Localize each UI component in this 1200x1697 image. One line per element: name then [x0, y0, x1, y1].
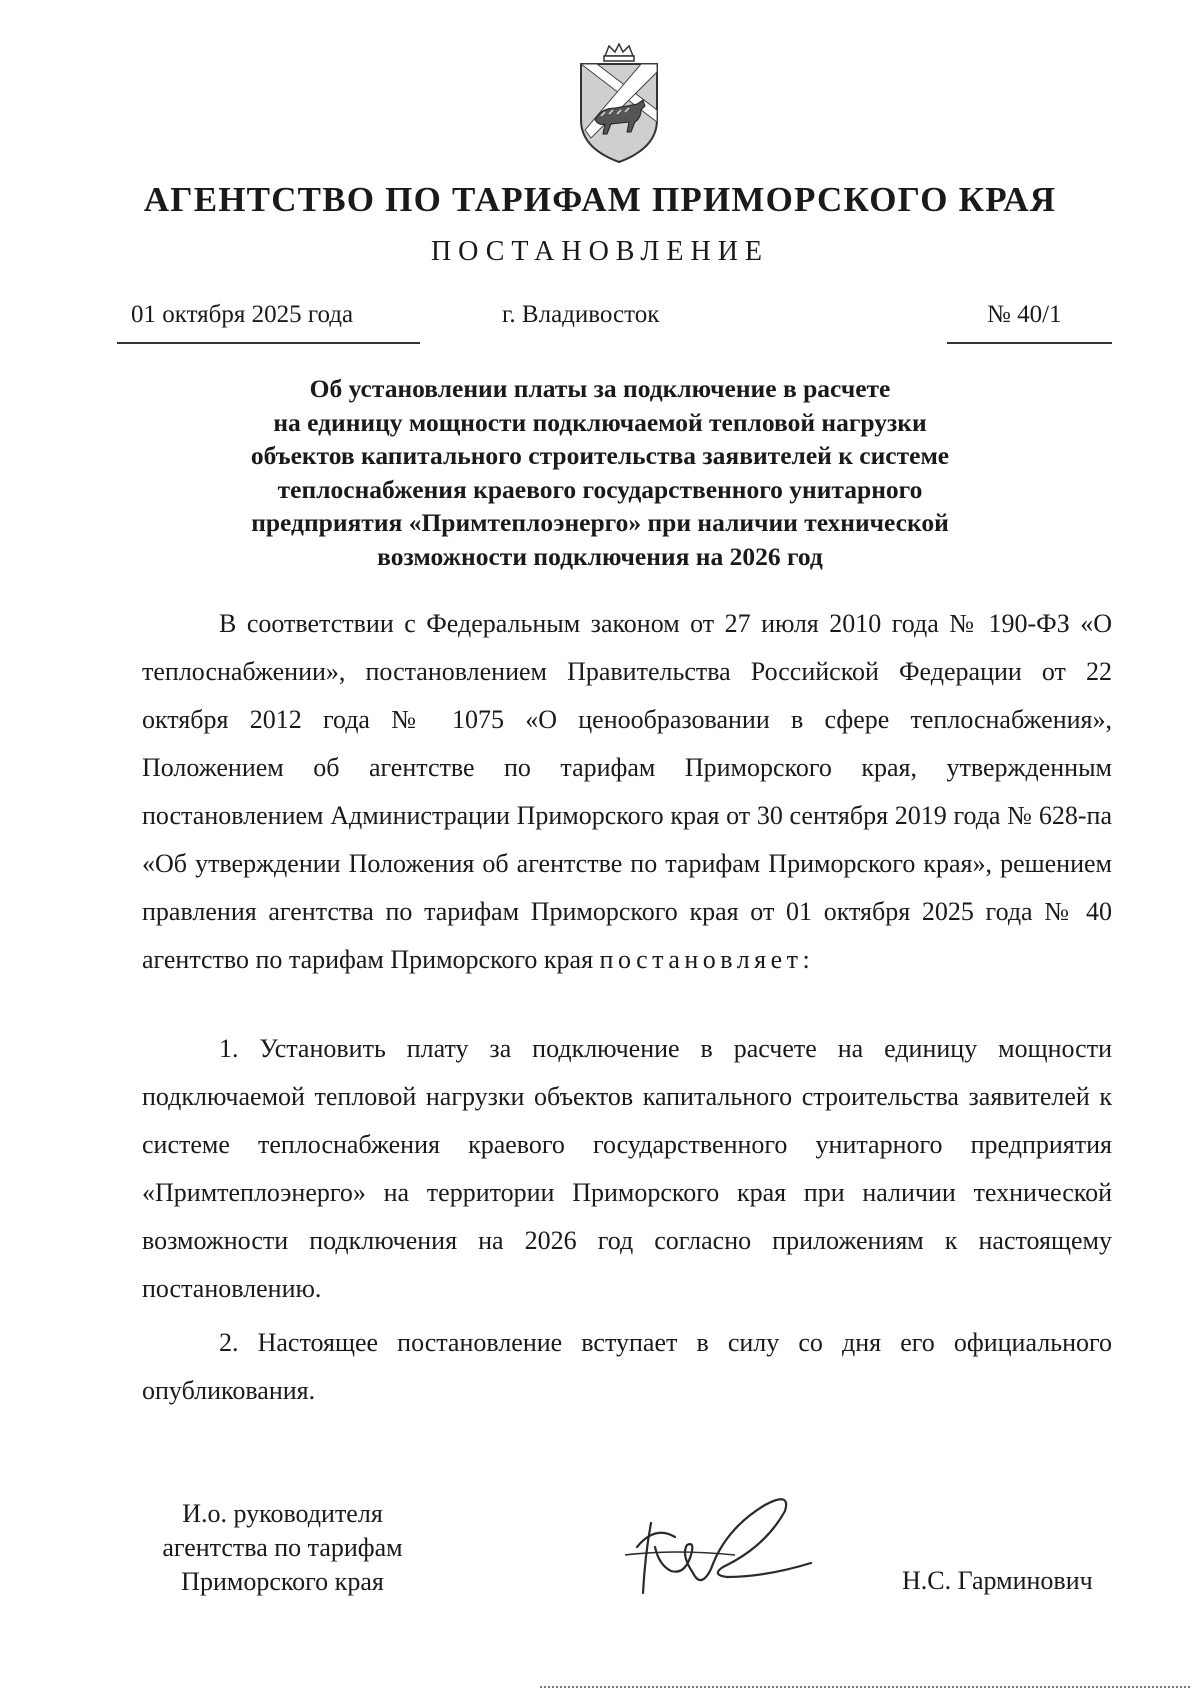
position-line: Приморского края	[181, 1567, 384, 1596]
document-date: 01 октября 2025 года	[131, 301, 354, 328]
title-line: предприятия «Примтеплоэнерго» при наличии технической	[251, 508, 949, 537]
agency-name: АГЕНТСТВО ПО ТАРИФАМ ПРИМОРСКОГО КРАЯ	[143, 180, 1057, 219]
signatory-name: Н.С. Гарминович	[902, 1566, 1093, 1595]
title-line: возможности подключения на 2026 год	[377, 541, 823, 571]
decree-word: постановляет:	[599, 945, 815, 974]
title-line: объектов капитального строительства заявителей к системе	[250, 441, 950, 470]
document-number: № 40/1	[987, 301, 1062, 328]
coat-of-arms-icon	[571, 42, 667, 166]
document-title	[200, 372, 1000, 573]
date-underline	[117, 342, 420, 344]
title-line: на единицу мощности подключаемой тепловой нагрузки	[273, 407, 927, 437]
title-line: Об установлении платы за подключение в расчете	[309, 374, 891, 403]
document-type: ПОСТАНОВЛЕНИЕ	[430, 236, 770, 267]
position-line: И.о. руководителя	[182, 1499, 383, 1528]
position-line: агентства по тарифам	[162, 1533, 403, 1562]
scan-edge-noise	[540, 1686, 1190, 1690]
signatory-position	[140, 1497, 425, 1599]
preamble-text: В соответствии с Федеральным законом от 27 июля 2010 года № 190-ФЗ «О теплоснабжении», постановлением Правительства Российской Федерации от 22 октября 2012 года № 1075 «О ценообразовании в сфере теплоснабжения», Положением об агентстве по тарифам Приморского края, утвержденным постановлением Администрации Приморского края от 30 сентября 2019 года № 628-па «Об утверждении Положения об агентстве по тарифам Приморского края», решением правления агентства по тарифам Приморского края от 01 октября 2025 года № 40 агентство по тарифам Приморского края	[142, 609, 1112, 974]
item-1-paragraph: 1. Установить плату за подключение в расчете на единицу мощности подключаемой тепловой нагрузки объектов капитального строительства заявителей к системе теплоснабжения краевого государственного унитарного предприятия «Примтеплоэнерго» на территории Приморского края при наличии технической возможности подключения на 2026 год согласно приложениям к настоящему постановлению.	[142, 1034, 1112, 1303]
title-line: теплоснабжения краевого государственного унитарного	[277, 474, 923, 504]
item-2-paragraph: 2. Настоящее постановление вступает в силу со дня его официального опубликования.	[142, 1328, 1112, 1405]
handwritten-signature	[615, 1485, 835, 1605]
document-city: г. Владивосток	[502, 301, 660, 328]
preamble-paragraph	[142, 600, 1112, 984]
number-underline	[947, 342, 1112, 344]
